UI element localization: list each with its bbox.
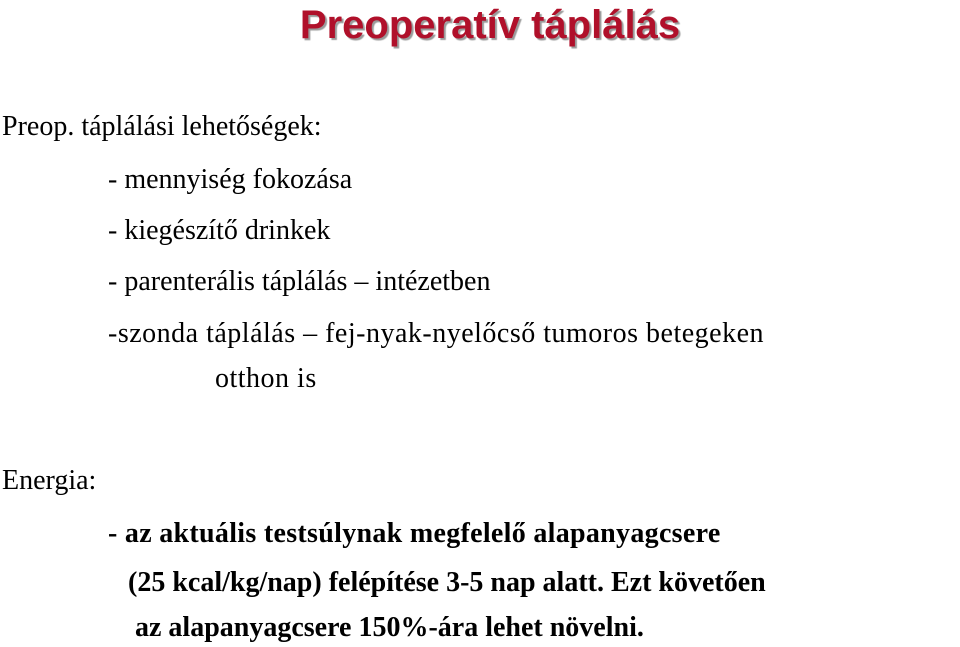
option-item-continuation: otthon is (215, 363, 317, 394)
option-item: - parenterális táplálás – intézetben (108, 266, 491, 297)
energy-line: - az aktuális testsúlynak megfelelő alapanyagcsere (108, 518, 721, 549)
option-item: - kiegészítő drinkek (108, 215, 331, 246)
slide-title: Preoperatív táplálás (299, 3, 681, 47)
option-item: -szonda táplálás – fej-nyak-nyelőcső tumoros betegeken (108, 318, 765, 349)
option-item: - mennyiség fokozása (108, 164, 353, 195)
energy-line: (25 kcal/kg/nap) felépítése 3-5 nap alatt. Ezt követően (128, 567, 766, 598)
options-heading: Preop. táplálási lehetőségek: (2, 111, 322, 142)
energy-heading: Energia: (2, 465, 97, 496)
energy-line: az alapanyagcsere 150%-ára lehet növelni. (135, 612, 644, 643)
